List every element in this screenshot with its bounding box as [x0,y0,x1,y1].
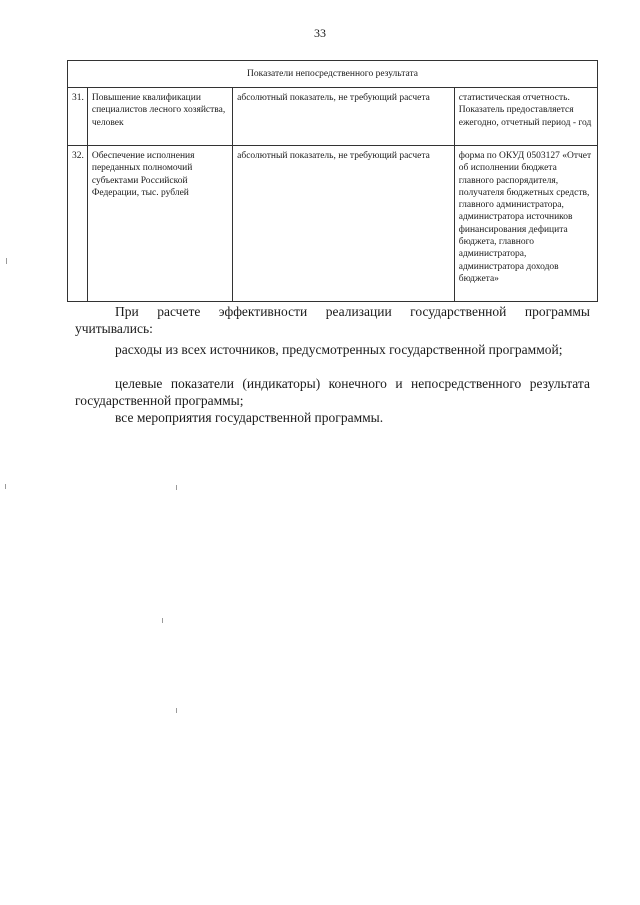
scan-artifact [6,258,7,264]
table-row [68,88,598,146]
body-paragraph: При расчете эффективности реализации государственной программы учитывались: [75,304,590,336]
section-header: Показатели непосредственного результата [68,61,598,88]
indicator-type: абсолютный показатель, не требующий расчета [233,146,455,302]
indicator-source: статистическая отчетность. Показатель предоставляется ежегодно, отчетный период - год [454,88,597,146]
indicator-name: Обеспечение исполнения переданных полномочий субъектами Российской Федерации, тыс. рублей [87,146,232,302]
indicator-source: форма по ОКУД 0503127 «Отчет об исполнении бюджета главного распорядителя, получателя бюджетных средств, главного администратора, администратора источников финансирования дефицита бюджета, главного администратора, администратора доходов бюджета» [454,146,597,302]
body-paragraph: целевые показатели (индикаторы) конечного и непосредственного результата государственной программы; [75,376,590,408]
scan-artifact [176,708,177,713]
scan-artifact [176,485,177,490]
table-row [68,146,598,302]
scan-artifact [5,484,6,489]
indicators-table [67,60,598,302]
indicator-name: Повышение квалификации специалистов лесного хозяйства, человек [87,88,232,146]
row-number: 32. [68,146,88,302]
indicator-type: абсолютный показатель, не требующий расчета [233,88,455,146]
body-paragraph: все мероприятия государственной программы. [115,410,384,425]
body-paragraph: расходы из всех источников, предусмотренных государственной программой; [115,342,563,357]
table-section-header-row [68,61,598,88]
scan-artifact [162,618,163,623]
page-number: 33 [314,26,326,40]
row-number: 31. [68,88,88,146]
